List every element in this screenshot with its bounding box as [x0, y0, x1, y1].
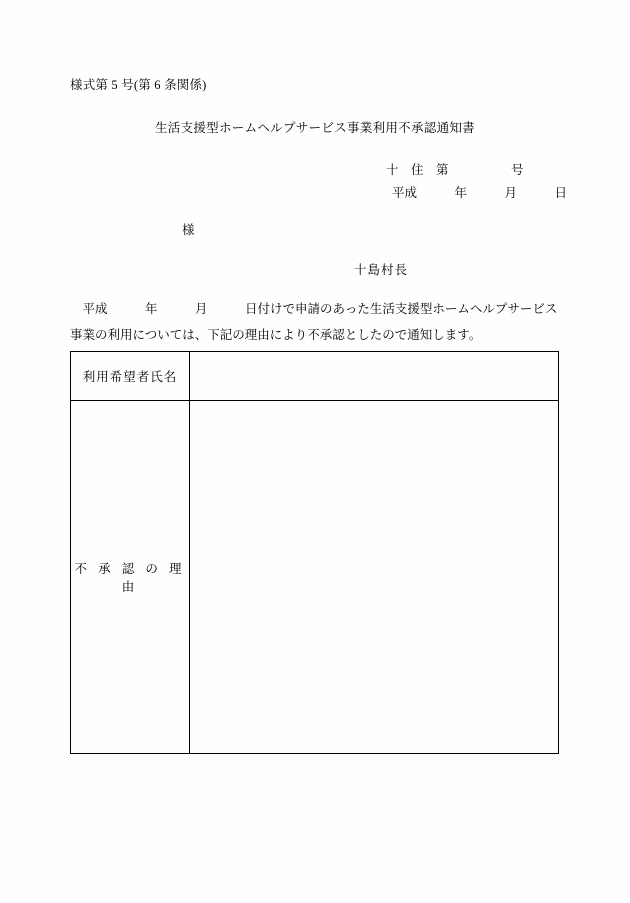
- form-number: 様式第 5 号(第 6 条関係): [70, 78, 207, 92]
- document-title: 生活支援型ホームヘルプサービス事業利用不承認通知書: [154, 121, 475, 135]
- applicant-name-label: 利用希望者氏名: [71, 352, 190, 401]
- applicant-name-value[interactable]: [190, 352, 559, 401]
- addressee-honorific: 様: [182, 223, 195, 237]
- issuer-name: 十島村長: [354, 263, 409, 277]
- rejection-reason-value[interactable]: [190, 401, 559, 754]
- table-row: [71, 352, 559, 401]
- document-number-line: 十 住 第 号: [386, 163, 524, 177]
- body-paragraph: 平成 年 月 日付けで申請のあった生活支援型ホームヘルプサービス事業の利用については、下記の理由により不承認としたので通知します。: [70, 302, 558, 342]
- document-date-line: 平成 年 月 日: [392, 186, 568, 200]
- table-row: [71, 401, 559, 754]
- rejection-reason-label: 不 承 認 の 理 由: [71, 401, 190, 754]
- notification-table: [70, 351, 559, 754]
